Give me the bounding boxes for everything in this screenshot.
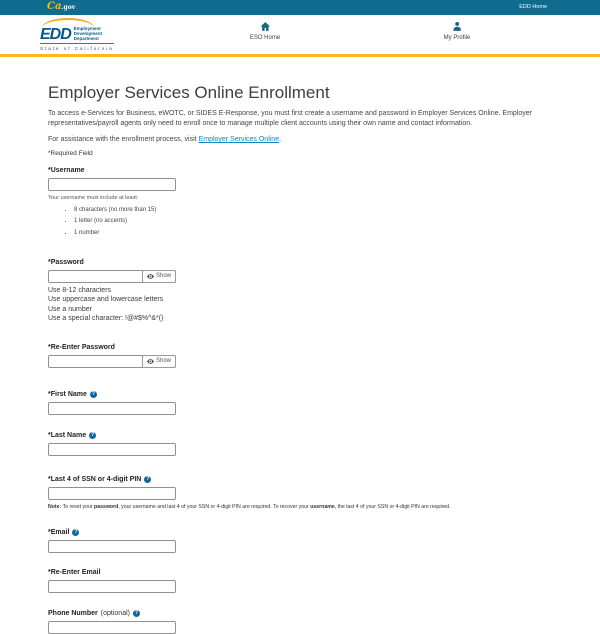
main-content [0, 57, 600, 634]
eye-icon [147, 359, 154, 364]
username-rule: • 1 letter (no accents) [74, 218, 552, 224]
username-label: *Username [48, 167, 85, 174]
edd-logo-department-text: Employment Development Department [73, 26, 103, 41]
email-field-group [48, 528, 552, 553]
edd-logo-acronym: EDD [40, 26, 71, 43]
first-name-label: *First Name ? [48, 390, 95, 398]
ssn-pin-input[interactable] [48, 487, 176, 500]
email-label: *Email ? [48, 528, 78, 536]
reenter-email-field-group [48, 568, 552, 593]
nav-item-eso-home[interactable] [250, 21, 280, 41]
top-utility-bar [0, 0, 600, 15]
edd-logo[interactable] [40, 18, 114, 51]
phone-field-group [48, 609, 552, 634]
reenter-password-label: *Re-Enter Password [48, 343, 115, 351]
nav-item-my-profile[interactable] [444, 21, 471, 41]
last-name-label: *Last Name ? [48, 431, 95, 439]
first-name-field-group [48, 390, 552, 415]
edd-home-link[interactable]: EDD Home [519, 4, 547, 10]
show-password-button[interactable]: Show [142, 270, 176, 283]
assistance-text: For assistance with the enrollment process, visit Employer Services Online. [48, 136, 282, 143]
edd-logo-state-text: State of California [40, 43, 114, 51]
phone-input[interactable] [48, 621, 176, 634]
required-field-note: *Required Field [48, 150, 93, 157]
username-hint: Your username must include at least: [48, 195, 139, 201]
password-rule: Use uppercase and lowercase letters [48, 296, 164, 303]
username-rules-list [48, 207, 552, 236]
email-input[interactable] [48, 540, 176, 553]
email-help-icon[interactable]: ? [74, 528, 78, 535]
ssn-pin-field-group [48, 475, 552, 510]
cagov-logo-gov: .gov [61, 4, 76, 11]
cagov-logo-ca: Ca [47, 1, 62, 12]
password-rules [48, 286, 552, 324]
password-field-group [48, 258, 552, 324]
first-name-help-icon[interactable]: ? [91, 390, 95, 397]
ssn-pin-help-icon[interactable]: ? [146, 475, 150, 482]
ssn-pin-note: Note: To reset your password, your username and last 4 of your SSN or 4-digit PIN are required. To recover your username, the last 4 of your SSN or 4-digit PIN are required. [48, 503, 451, 510]
ssn-pin-label: *Last 4 of SSN or 4-digit PIN ? [48, 475, 150, 483]
site-header [0, 15, 600, 57]
last-name-input[interactable] [48, 443, 176, 456]
username-rule: • 1 number [74, 230, 552, 236]
home-icon [260, 21, 271, 32]
employer-services-online-link[interactable]: Employer Services Online [198, 136, 280, 143]
nav-label-eso-home: ESO Home [249, 35, 281, 41]
password-rule: Use a special character: !@#$%^&*() [48, 315, 164, 322]
person-icon [451, 21, 462, 32]
cagov-logo[interactable] [47, 0, 75, 15]
nav-label-my-profile: My Profile [443, 35, 471, 41]
intro-text: To access e-Services for Business, eWOTC, or SIDES E-Response, you must first create a username and password in Employer Services Online. Employer representatives/payroll agents only need to enroll once to manage multiple client accounts using their own name and contact information. [48, 110, 532, 127]
password-rule: Use a number [48, 305, 92, 313]
password-label: *Password [48, 258, 84, 266]
password-rule: Use 8-12 characters [48, 286, 112, 294]
reenter-password-field-group [48, 343, 552, 368]
page-title: Employer Services Online Enrollment [48, 83, 330, 102]
eye-icon [147, 274, 154, 279]
first-name-input[interactable] [48, 402, 176, 415]
username-field-group [48, 166, 552, 236]
last-name-help-icon[interactable]: ? [91, 431, 95, 438]
last-name-field-group [48, 431, 552, 456]
reenter-email-input[interactable] [48, 580, 176, 593]
username-rule: • 8 characters (no more than 15) [74, 207, 552, 213]
phone-label: Phone Number (optional) ? [48, 609, 139, 617]
show-reenter-password-button[interactable]: Show [142, 355, 176, 368]
phone-help-icon[interactable]: ? [134, 609, 139, 616]
reenter-email-label: *Re-Enter Email [48, 568, 101, 576]
username-input[interactable] [48, 178, 176, 191]
